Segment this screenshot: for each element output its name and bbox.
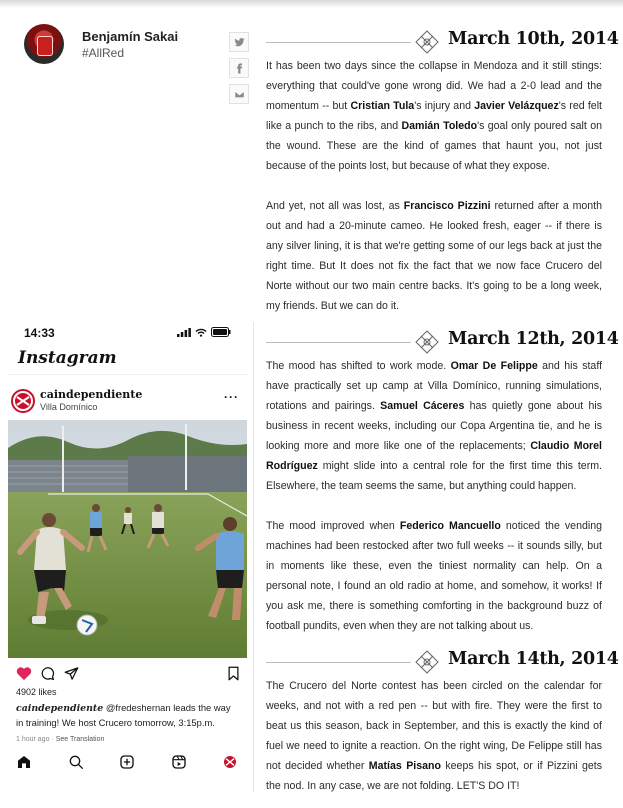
paragraph-text: The mood has shifted to work mode. <box>266 360 451 372</box>
author-block <box>24 24 254 68</box>
entry-paragraph <box>266 196 602 316</box>
player-name: Claudio Morel Rodríguez <box>266 440 602 472</box>
post-photo[interactable] <box>8 420 247 658</box>
club-emblem-icon <box>414 29 440 55</box>
post-username[interactable]: caindependiente <box>40 388 143 401</box>
entry-paragraph <box>266 356 602 496</box>
club-crest-icon <box>13 391 33 411</box>
entry-rule <box>266 42 411 43</box>
share-mail-button[interactable] <box>229 84 249 104</box>
author-name[interactable]: Benjamín Sakai <box>82 29 179 44</box>
mail-icon <box>234 89 245 100</box>
entry-date: March 10th, 2014 <box>448 29 619 49</box>
entry-rule <box>266 662 411 663</box>
player-name: Federico Mancuello <box>399 520 501 532</box>
player-name: Omar De Felippe <box>450 360 538 372</box>
club-avatar[interactable] <box>11 389 35 413</box>
twitter-icon <box>234 37 245 48</box>
player-name: Cristian Tula <box>350 100 415 112</box>
likes-count[interactable]: 4902 likes <box>16 687 57 697</box>
entry-date: March 12th, 2014 <box>448 329 619 349</box>
heart-icon[interactable] <box>16 666 32 681</box>
paragraph-text: It has been two days since the collapse in Mendoza and it still stings: everything that could've gone wrong did. We had a 2-0 lead and the momentum -- but <box>266 60 602 112</box>
training-photo <box>8 420 247 658</box>
more-options-button[interactable]: ··· <box>224 390 239 404</box>
player-name: Damián Toledo <box>401 120 478 132</box>
player-name: Samuel Cáceres <box>380 400 465 412</box>
paragraph-text: The Crucero del Norte contest has been circled on the calendar for weeks, and not with a red pen -- but with fire. They were the first to beat us this season, back in September, and this is exactly the kind of fuel we need to ignite a reaction. On the right wing, De Felippe still has not decided whether <box>266 680 602 772</box>
top-shadow <box>0 0 623 8</box>
status-time: 14:33 <box>24 326 55 340</box>
bookmark-icon[interactable] <box>227 666 240 681</box>
post-location[interactable]: Villa Domínico <box>40 402 98 412</box>
post-actions <box>14 665 242 683</box>
paragraph-text: And yet, not all was lost, as <box>266 200 404 212</box>
entry-header <box>266 328 619 354</box>
post-time: 1 hour ago · See Translation <box>16 736 105 743</box>
instagram-post <box>8 318 247 780</box>
share-facebook-button[interactable] <box>229 58 249 78</box>
caption-username[interactable]: caindependiente <box>16 703 104 714</box>
battery-icon <box>211 327 231 337</box>
column-divider <box>253 322 254 792</box>
header-separator <box>8 374 247 375</box>
share-buttons <box>229 32 249 110</box>
paragraph-text: has quietly gone about his business in recent weeks, including our Copa Argentina tie, and he is looking more and more like one of the replacements; <box>266 400 602 452</box>
club-emblem-icon <box>414 329 440 355</box>
facebook-icon <box>234 63 245 74</box>
entry-date: March 14th, 2014 <box>448 649 619 669</box>
paragraph-text: 's goal only poured salt on the wound. These are the kind of games that haunt you, not just because of the points lost, but because of what they expose. <box>266 120 602 172</box>
diary-entry <box>266 648 619 796</box>
caption-text: @fredeshernan leads the way in training! We host Crucero tomorrow, 3:15p.m. <box>16 702 231 728</box>
entry-header <box>266 28 619 54</box>
paragraph-text: and his staff have practically set up camp at Villa Domínico, running simulations, rotations and pairings. <box>266 360 603 412</box>
author-avatar[interactable] <box>24 24 64 64</box>
player-name: Javier Velázquez <box>474 100 559 112</box>
search-icon[interactable] <box>68 754 84 770</box>
post-caption <box>16 701 240 730</box>
diary-entry <box>266 328 619 636</box>
time-ago: 1 hour ago <box>16 736 50 743</box>
status-icons <box>177 327 231 337</box>
comment-icon[interactable] <box>40 666 55 681</box>
profile-avatar-icon[interactable] <box>222 754 238 770</box>
entry-header <box>266 648 619 674</box>
create-post-icon[interactable] <box>119 754 135 770</box>
diary-entry <box>266 28 619 316</box>
player-name: Francisco Pizzini <box>403 200 491 212</box>
paragraph-text: 's red felt like a punch to the ribs, and <box>266 100 602 132</box>
paragraph-text: 's injury and <box>414 100 475 112</box>
entry-paragraph <box>266 56 602 176</box>
author-hashtag[interactable]: #AllRed <box>82 46 125 60</box>
instagram-logo[interactable]: Instagram <box>18 348 117 368</box>
paragraph-text: The mood improved when <box>266 520 400 532</box>
share-icon[interactable] <box>64 666 79 681</box>
club-emblem-icon <box>414 649 440 675</box>
wifi-icon <box>195 328 207 337</box>
see-translation-link[interactable]: See Translation <box>55 736 105 743</box>
entry-rule <box>266 342 411 343</box>
reels-icon[interactable] <box>171 754 187 770</box>
paragraph-text: noticed the vending machines had been restocked after two full weeks -- it sounds silly, but in moments like these, even the tiniest normality can help. On a personal note, I found an old radio at home, and somehow, it works! If you ask me, there is something comforting in the background buzz of football pundits, even when they are not talking about us. <box>266 520 602 632</box>
bottom-nav <box>16 752 238 772</box>
paragraph-text: returned after a month out and had a 20-minute cameo. He looked fresh, eager -- if there is any silver lining, it is that we're getting some of our legs back at just the right time. But It does not fix the fact that we now face Crucero del Norte without our two main centre backs. It's going to be a long week, my friends. But we can do it. <box>266 200 603 312</box>
entry-paragraph <box>266 516 602 636</box>
entry-paragraph <box>266 676 602 796</box>
home-icon[interactable] <box>16 754 32 770</box>
share-twitter-button[interactable] <box>229 32 249 52</box>
paragraph-text: keeps his spot, or if Pizzini gets the nod. In any case, we are not folding. LET'S DO IT! <box>266 760 603 792</box>
signal-icon <box>177 328 191 337</box>
player-name: Matías Pisano <box>368 760 441 772</box>
paragraph-text: might slide into a central role for the first time this term. Elsewhere, the team seems the same, but anything could happen. <box>266 460 602 492</box>
